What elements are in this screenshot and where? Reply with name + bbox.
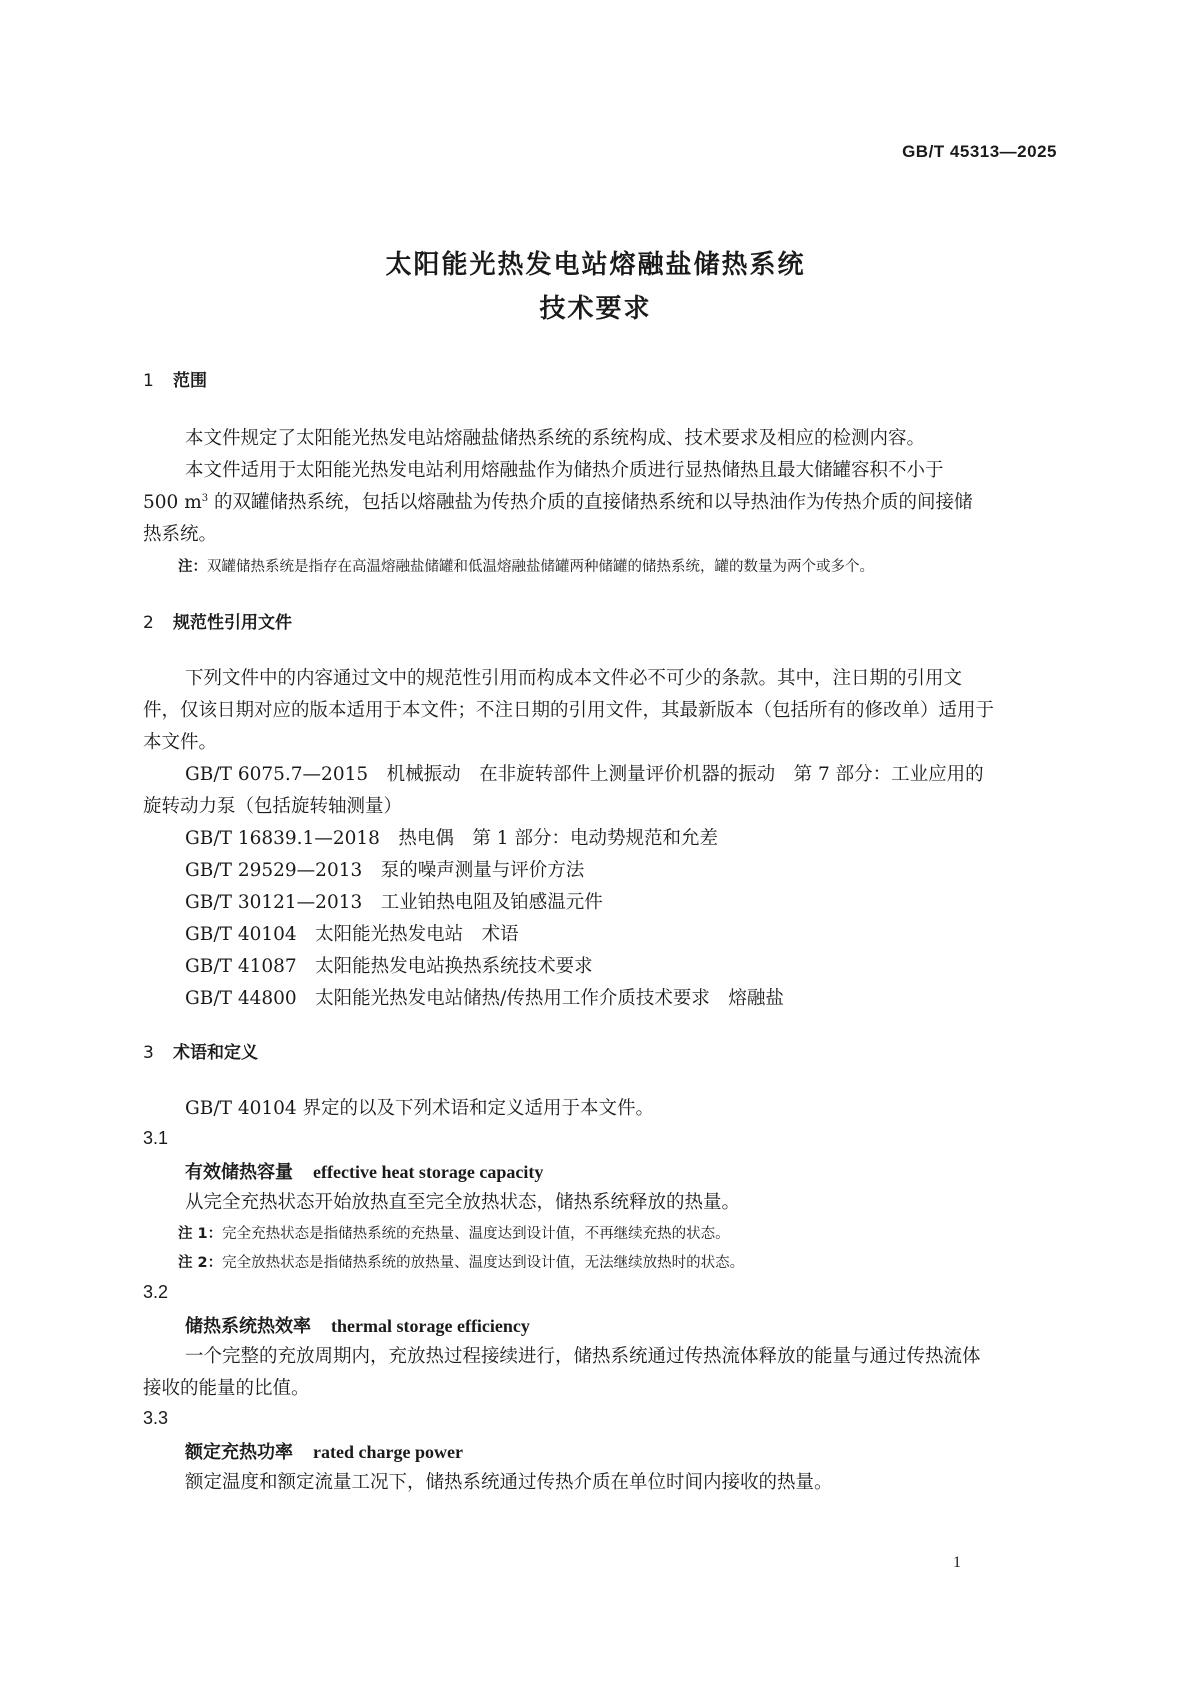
reference-item: GB/T 29529—2013 泵的噪声测量与评价方法 xyxy=(185,860,585,881)
term-en: rated charge power xyxy=(313,1442,463,1462)
paragraph-line: 本文件适用于太阳能光热发电站利用熔融盐作为储热介质进行显热储热且最大储罐容积不小于 xyxy=(185,460,944,481)
standard-code: GB/T 45313—2025 xyxy=(902,142,1057,161)
document-title-line2: 技术要求 xyxy=(539,294,652,324)
paragraph-line: 本文件规定了太阳能光热发电站熔融盐储热系统的系统构成、技术要求及相应的检测内容。 xyxy=(185,428,926,449)
reference-item: GB/T 44800 太阳能光热发电站储热/传热用工作介质技术要求 熔融盐 xyxy=(185,988,784,1009)
document-title-line1: 太阳能光热发电站熔融盐储热系统 xyxy=(385,250,806,280)
term-zh: 有效储热容量 xyxy=(185,1162,293,1183)
note-text: 完全放热状态是指储热系统的放热量、温度达到设计值，无法继续放热时的状态。 xyxy=(222,1255,745,1271)
term-heading xyxy=(185,1438,463,1464)
reference-item: GB/T 30121—2013 工业铂热电阻及铂感温元件 xyxy=(185,892,603,913)
note xyxy=(178,1222,730,1243)
term-en: effective heat storage capacity xyxy=(313,1162,544,1182)
term-number: 3.2 xyxy=(143,1282,169,1302)
section-number: 3 xyxy=(143,1043,154,1063)
note-label: 注 1： xyxy=(178,1226,223,1242)
reference-item: GB/T 40104 太阳能光热发电站 术语 xyxy=(185,924,519,945)
section-title: 范围 xyxy=(173,371,207,391)
term-zh: 储热系统热效率 xyxy=(185,1316,311,1337)
section-2-heading xyxy=(143,608,292,633)
term-heading xyxy=(185,1158,543,1184)
reference-item: GB/T 6075.7—2015 机械振动 在非旋转部件上测量评价机器的振动 第 7 部分：工业应用的 xyxy=(185,764,984,785)
reference-item: GB/T 41087 太阳能热发电站换热系统技术要求 xyxy=(185,956,593,977)
paragraph-line: 本文件。 xyxy=(143,732,218,753)
term-en: thermal storage efficiency xyxy=(331,1316,530,1336)
note-text: 双罐储热系统是指存在高温熔融盐储罐和低温熔融盐储罐两种储罐的储热系统，罐的数量为两个或多个。 xyxy=(207,559,874,575)
paragraph-line xyxy=(143,488,973,514)
section-number: 1 xyxy=(143,371,154,391)
note-label: 注： xyxy=(178,559,207,575)
note xyxy=(178,1251,744,1272)
section-3-heading xyxy=(143,1038,258,1063)
page-number: 1 xyxy=(953,1554,961,1571)
paragraph-line: 下列文件中的内容通过文中的规范性引用而构成本文件必不可少的条款。其中，注日期的引用文 xyxy=(185,668,963,689)
note-label: 注 2： xyxy=(178,1255,223,1271)
superscript: 3 xyxy=(201,492,209,504)
term-zh: 额定充热功率 xyxy=(185,1442,293,1463)
term-definition-continued: 接收的能量的比值。 xyxy=(143,1378,310,1399)
term-definition: 一个完整的充放周期内，充放热过程接续进行，储热系统通过传热流体释放的能量与通过传热流体 xyxy=(185,1346,981,1367)
term-number: 3.1 xyxy=(143,1128,169,1148)
section-1-heading xyxy=(143,366,207,391)
paragraph-line: 件，仅该日期对应的版本适用于本文件；不注日期的引用文件，其最新版本（包括所有的修改单）适用于 xyxy=(143,700,995,721)
note-text: 完全充热状态是指储热系统的充热量、温度达到设计值，不再继续充热的状态。 xyxy=(222,1226,730,1242)
reference-item: GB/T 16839.1—2018 热电偶 第 1 部分：电动势规范和允差 xyxy=(185,828,718,849)
paragraph-line: 热系统。 xyxy=(143,524,218,545)
paragraph-line: GB/T 40104 界定的以及下列术语和定义适用于本文件。 xyxy=(185,1098,655,1119)
reference-item-continued: 旋转动力泵（包括旋转轴测量） xyxy=(143,796,403,817)
paragraph-text: 的双罐储热系统，包括以熔融盐为传热介质的直接储热系统和以导热油作为传热介质的间接储 xyxy=(208,492,973,513)
section-title: 术语和定义 xyxy=(173,1043,258,1063)
note xyxy=(178,555,874,576)
term-heading xyxy=(185,1312,530,1338)
term-definition: 从完全充热状态开始放热直至完全放热状态，储热系统释放的热量。 xyxy=(185,1192,741,1213)
term-definition: 额定温度和额定流量工况下，储热系统通过传热介质在单位时间内接收的热量。 xyxy=(185,1472,833,1493)
volume-value: 500 m xyxy=(143,492,202,513)
section-title: 规范性引用文件 xyxy=(173,613,292,633)
term-number: 3.3 xyxy=(143,1408,169,1428)
section-number: 2 xyxy=(143,613,154,633)
